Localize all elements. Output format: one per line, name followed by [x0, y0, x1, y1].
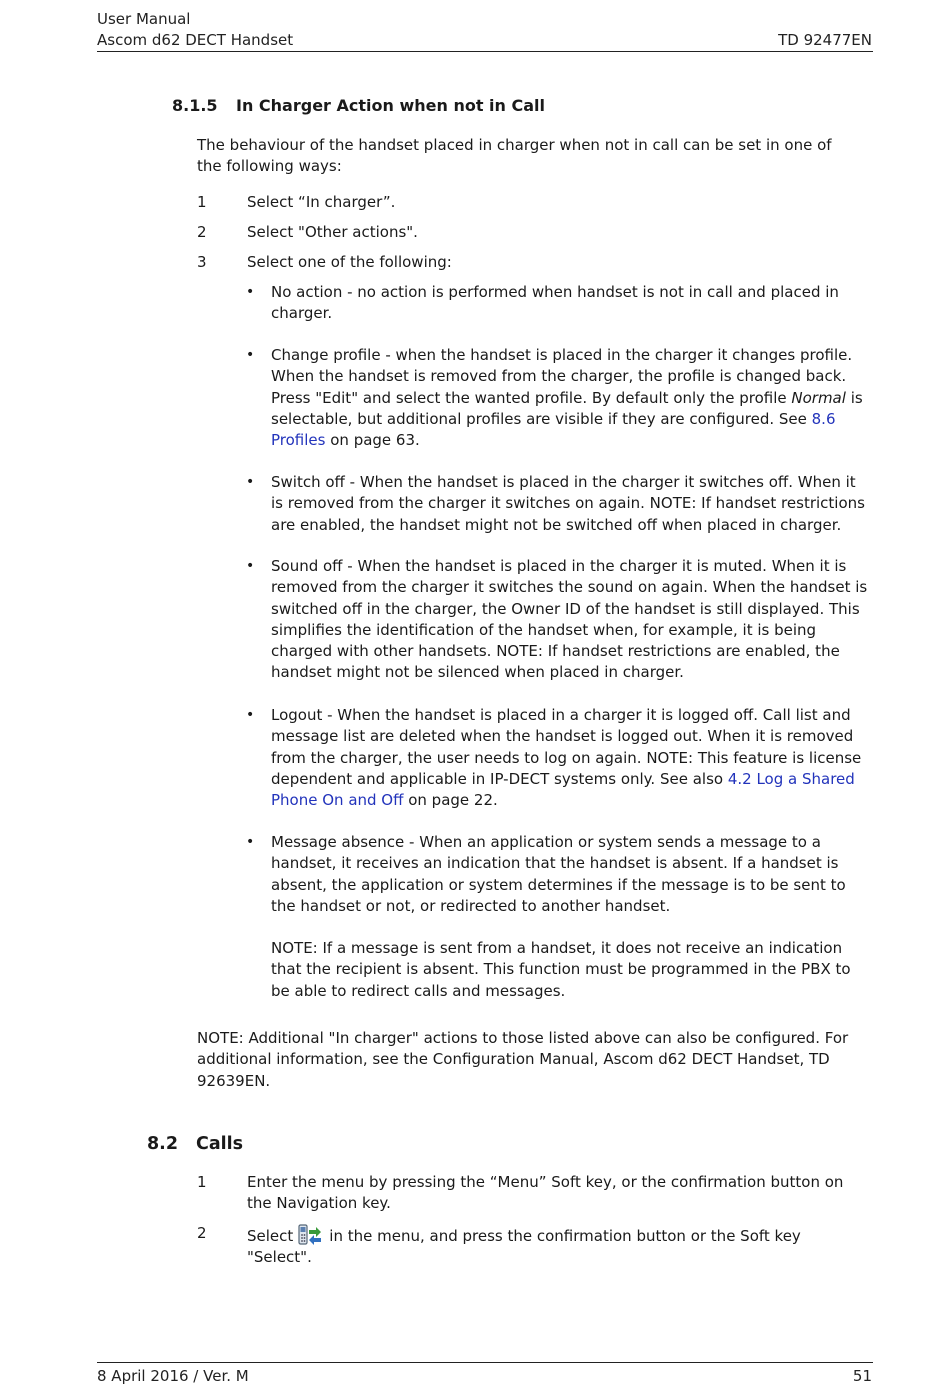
profiles-link[interactable]: 8.6 Profiles [271, 409, 836, 450]
bullet-text: Message absence - When an application or system sends a message to a handset, it receives an indication that the handset is absent. If a handset is absent, the application or system determines if the message is to be sent to the handset or not, or redirected to another handset. [271, 833, 846, 915]
section-815-number: 8.1.5 [172, 96, 218, 115]
step-text-part: in the menu, and press the confirmation button or the Soft key "Select". [247, 1227, 801, 1267]
header-left [97, 9, 293, 51]
bullet-text-part: on page 22. [403, 791, 498, 810]
bullet-glyph: • [246, 284, 255, 300]
bullet-glyph: • [246, 834, 255, 850]
section-82-number: 8.2 [147, 1134, 179, 1154]
bullet-glyph: • [246, 707, 255, 723]
header-product-name: Ascom d62 DECT Handset [97, 31, 294, 49]
message-absence-note: NOTE: If a message is sent from a handset, it does not receive an indication that the recipient is absent. This function must be programmed in the PBX to be able to redirect calls and messages. [271, 939, 851, 1000]
bullet-text-part: on page 63. [325, 431, 420, 450]
bullet-glyph: • [246, 347, 255, 363]
step-text: Select one of the following: [247, 253, 452, 271]
step-text: Select “In charger”. [247, 193, 396, 211]
footer-date: 8 April 2016 / Ver. M [97, 1367, 249, 1385]
bullet-glyph: • [246, 474, 255, 490]
bullet-text: Switch off - When the handset is placed in the charger it switches off. When it is removed from the charger it switches on again. NOTE: If handset restrictions are enabled, the handset might not be switched off when placed in charger. [271, 473, 865, 534]
section-815-intro: The behaviour of the handset placed in charger when not in call can be set in one of the following ways: [197, 136, 832, 176]
bullet-text: No action - no action is performed when handset is not in call and placed in charger. [271, 283, 839, 323]
step-text: Select "Other actions". [247, 223, 418, 241]
step-number: 2 [197, 223, 207, 241]
section-82-title: Calls [196, 1134, 244, 1154]
section-815-title: In Charger Action when not in Call [236, 96, 545, 115]
footer-divider [97, 1362, 873, 1363]
step-text [247, 1223, 867, 1269]
section-815-heading [172, 95, 545, 117]
bullet-text: Sound off - When the handset is placed in the charger it is muted. When it is removed from the charger it switches the sound on again. When the handset is switched off in the charger, the Owner ID of the handset is still displayed. This simplifies the identification of the handset when, for example, it is being charged with other handsets. NOTE: If handset restrictions are enabled, the handset might not be silenced when placed in charger. [271, 557, 868, 682]
bullet-text-part: is selectable, but additional profiles are visible if they are configured. See [271, 388, 863, 428]
bullet-text [271, 345, 871, 451]
log-shared-phone-link[interactable]: 4.2 Log a Shared Phone On and Off [271, 769, 855, 810]
calls-menu-icon [297, 1223, 323, 1247]
closing-note: NOTE: Additional "In charger" actions to those listed above can also be configured. For additional information, see the Configuration Manual, Ascom d62 DECT Handset, TD 92639EN. [197, 1029, 849, 1090]
bullet-glyph: • [246, 558, 255, 574]
step-number: 2 [197, 1224, 207, 1242]
step-text-part: Select [247, 1227, 294, 1245]
step-number: 1 [197, 193, 207, 211]
bullet-text-part: Change profile - when the handset is placed in the charger it changes profile. When the handset is removed from the charger, the profile is changed back. Press "Edit" and select the wanted profile. By default only the profile [271, 346, 853, 407]
section-82-heading [147, 1132, 243, 1156]
header-divider [97, 51, 873, 52]
header-manual-label: User Manual [97, 10, 191, 28]
step-text: Enter the menu by pressing the “Menu” Soft key, or the confirmation button on the Navigation key. [247, 1173, 844, 1213]
footer-page-number: 51 [852, 1367, 872, 1385]
bullet-text-part: Logout - When the handset is placed in a charger it is logged off. Call list and message list are deleted when the handset is logged out. When it is removed from the charger, the user needs to log on again. NOTE: This feature is license dependent and applicable in IP-DECT systems only. See also [271, 706, 862, 788]
profile-normal-emphasis: Normal [791, 388, 846, 407]
header-doc-id: TD 92477EN [778, 31, 872, 49]
bullet-text [271, 705, 871, 811]
step-number: 3 [197, 253, 207, 271]
step-number: 1 [197, 1173, 207, 1191]
